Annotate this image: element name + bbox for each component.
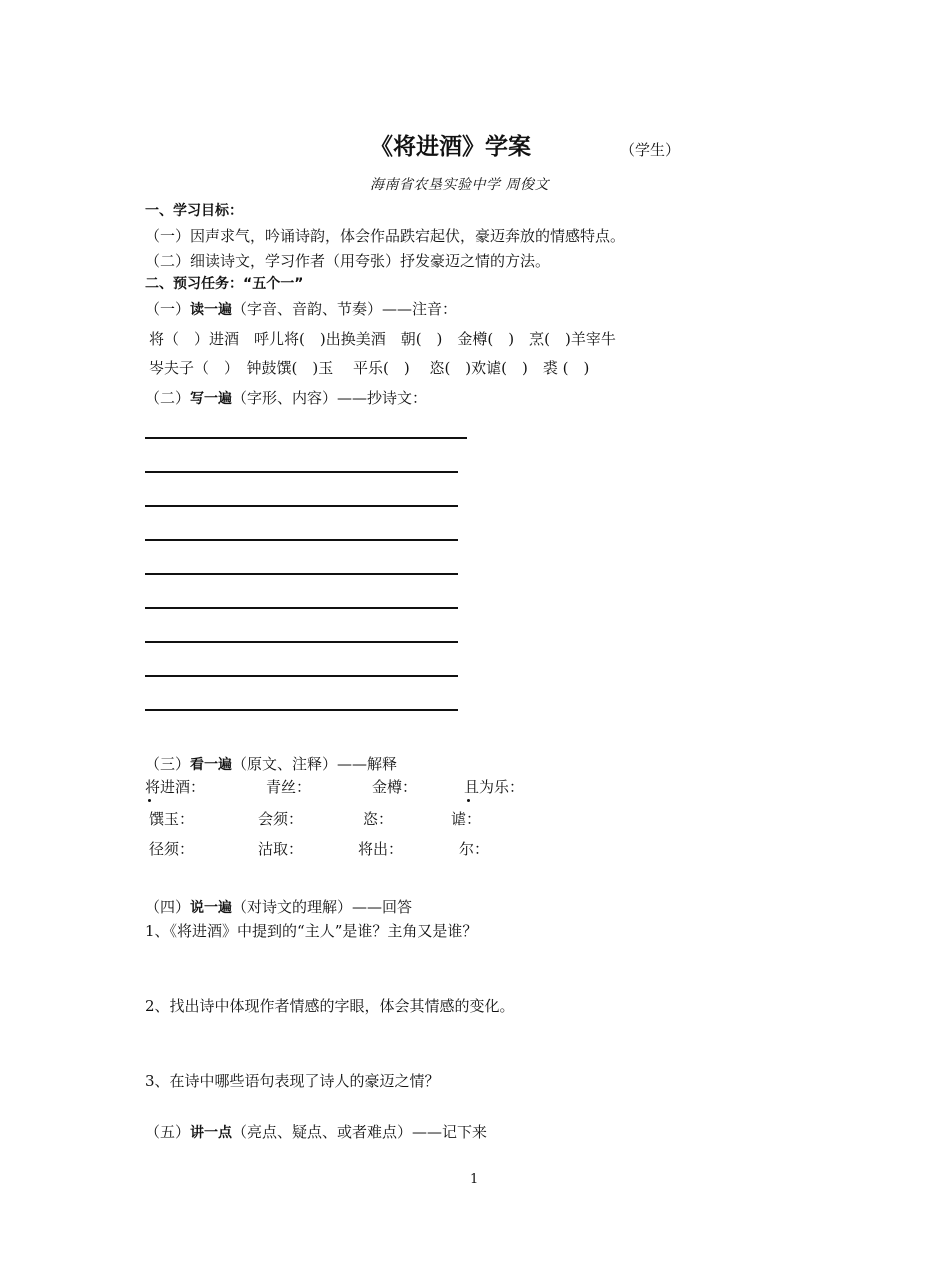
term-jingxu: 径须： (149, 840, 195, 858)
copy-line (145, 573, 458, 575)
goal-2: （二）细读诗文，学习作者（用夸张）抒发豪迈之情的方法。 (145, 252, 551, 270)
question-1: 1、《将进酒》中提到的“主人”是谁？主角又是谁？ (145, 922, 478, 940)
copy-line (145, 607, 458, 609)
task-read-label: 读一遍 (190, 302, 233, 318)
goal-1: （一）因声求气，吟诵诗韵，体会作品跌宕起伏，豪迈奔放的情感特点。 (145, 227, 626, 245)
task-read-heading (145, 300, 457, 319)
section-heading-tasks: 二、预习任务：“五个一” (145, 276, 304, 292)
term-jinzun: 金樽： (372, 778, 418, 796)
task-read-prefix: （一） (145, 300, 191, 318)
term-jiangchu: 将出： (358, 840, 404, 858)
term-huixu: 会须： (258, 810, 304, 828)
task-write-prefix: （二） (145, 389, 191, 407)
term-guqu: 沽取： (258, 840, 304, 858)
task-look-desc: （原文、注释）——解释 (232, 755, 398, 773)
question-2: 2、找出诗中体现作者情感的字眼，体会其情感的变化。 (145, 997, 515, 1015)
page-title: 《将进酒》学案 (370, 133, 531, 160)
task-look-label: 看一遍 (190, 757, 233, 773)
copy-line (145, 437, 467, 439)
task-say-desc: （对诗文的理解）——回答 (232, 898, 413, 916)
question-3: 3、在诗中哪些语句表现了诗人的豪迈之情？ (145, 1072, 440, 1090)
section-heading-goals: 一、学习目标： (145, 203, 243, 219)
copy-line (145, 675, 458, 677)
task-write-label: 写一遍 (190, 391, 233, 407)
task-speak-heading (145, 1123, 487, 1142)
term-qie-weile: 且为乐： (464, 778, 525, 796)
task-say-label: 说一遍 (190, 900, 233, 916)
copy-line (145, 471, 458, 473)
term-jiang-jinjiu: 将进酒： (145, 778, 206, 796)
emphasis-dot-char: 且 (464, 778, 480, 796)
term-qingsi: 青丝： (266, 778, 312, 796)
copy-line (145, 709, 458, 711)
task-write-heading (145, 389, 427, 408)
copy-line (145, 539, 458, 541)
task-write-desc: （字形、内容）——抄诗文： (232, 389, 428, 407)
copy-line (145, 641, 458, 643)
page-number: 1 (470, 1172, 479, 1187)
task-speak-label: 讲一点 (190, 1125, 233, 1141)
author-line: 海南省农垦实验中学 周俊文 (370, 177, 549, 193)
task-look-heading (145, 755, 397, 774)
term-zi: 恣： (363, 810, 394, 828)
pinyin-line-1: 将（ ）进酒 呼儿将( )出换美酒 朝( ) 金樽( ) 烹( )羊宰牛 (149, 330, 616, 348)
role-tag: （学生） (620, 141, 681, 159)
term-zhuanyu: 馔玉： (149, 810, 195, 828)
emphasis-dot-char: 将 (145, 778, 161, 796)
copy-line (145, 505, 458, 507)
term-er: 尔： (459, 840, 490, 858)
task-speak-desc: （亮点、疑点、或者难点）——记下来 (232, 1123, 488, 1141)
term-xue: 谑： (451, 810, 482, 828)
task-read-desc: （字音、音韵、节奏）——注音： (232, 300, 458, 318)
task-speak-prefix: （五） (145, 1123, 191, 1141)
pinyin-line-2: 岑夫子（ ） 钟鼓馔( )玉 平乐( ) 恣( )欢谑( ) 裘 ( ) (149, 359, 590, 377)
task-say-prefix: （四） (145, 898, 191, 916)
task-look-prefix: （三） (145, 755, 191, 773)
task-say-heading (145, 898, 412, 917)
